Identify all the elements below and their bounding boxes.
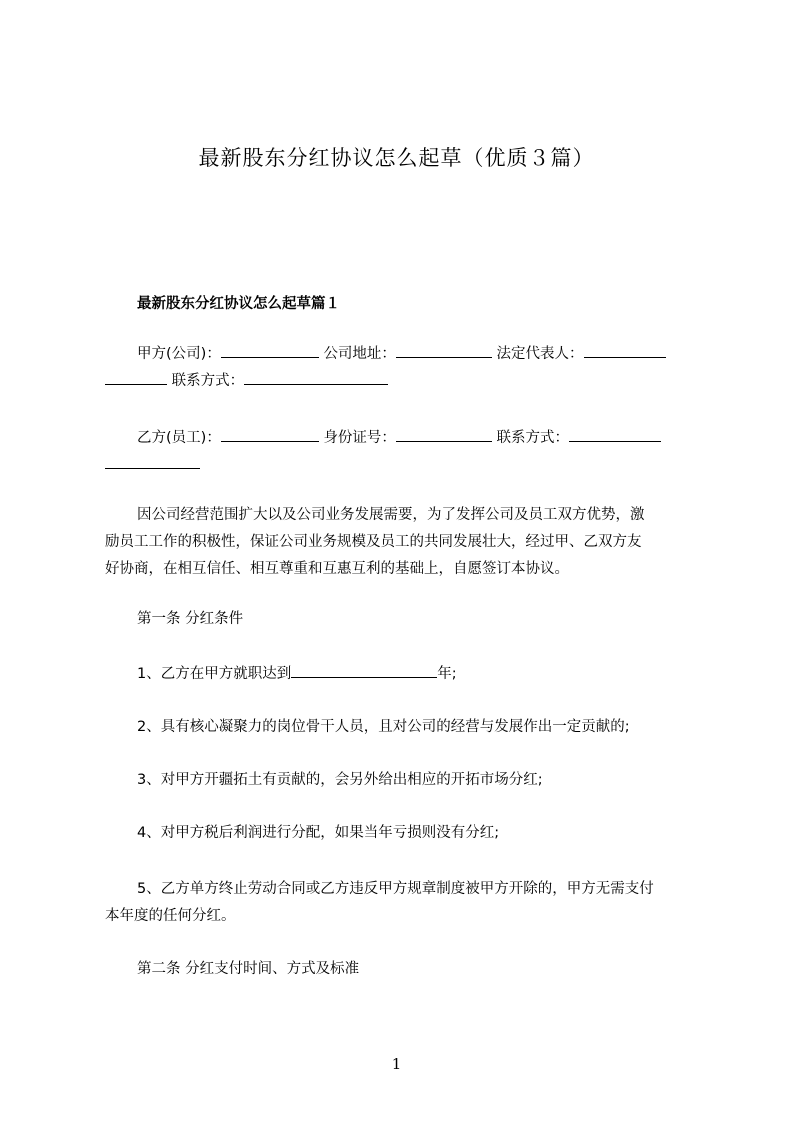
clause-5-line-2: 本年度的任何分红。 — [105, 908, 236, 924]
party-b-name-blank[interactable] — [221, 427, 319, 442]
party-b-id-blank[interactable] — [396, 427, 492, 442]
party-b-label: 乙方(员工)： — [137, 430, 221, 446]
party-b-line-1 — [137, 425, 661, 452]
section-title: 最新股东分红协议怎么起草篇１ — [137, 296, 340, 312]
clause-1-years-blank[interactable] — [291, 663, 437, 678]
clause-1-prefix: 1、乙方在甲方就职达到 — [137, 666, 292, 682]
document-title: 最新股东分红协议怎么起草（优质３篇） — [198, 146, 595, 170]
clause-2: 2、具有核心凝聚力的岗位骨干人员，且对公司的经营与发展作出一定贡献的; — [137, 719, 630, 735]
intro-line-2: 励员工工作的积极性，保证公司业务规模及员工的共同发展壮大，经过甲、乙双方友 — [105, 534, 642, 550]
party-a-legal-rep-blank-cont[interactable] — [105, 370, 167, 385]
party-a-contact-label: 联系方式： — [171, 373, 245, 389]
party-a-address-blank[interactable] — [396, 343, 492, 358]
party-a-line-1 — [137, 341, 666, 368]
party-a-contact-blank[interactable] — [244, 370, 388, 385]
party-b-contact-blank-cont[interactable] — [105, 454, 200, 469]
clause-3: 3、对甲方开疆拓土有贡献的，会另外给出相应的开拓市场分红; — [137, 772, 543, 788]
article-2-title: 第二条 分红支付时间、方式及标准 — [137, 961, 360, 977]
party-a-legal-rep-blank[interactable] — [584, 343, 666, 358]
clause-4: 4、对甲方税后利润进行分配，如果当年亏损则没有分红; — [137, 825, 500, 841]
clause-1-suffix: 年; — [437, 666, 457, 682]
party-a-legal-rep-label: 法定代表人： — [496, 346, 584, 362]
party-a-line-2 — [105, 368, 388, 395]
party-b-id-label: 身份证号： — [323, 430, 396, 446]
intro-line-3: 好协商，在相互信任、相互尊重和互惠互利的基础上，自愿签订本协议。 — [105, 561, 569, 577]
clause-1 — [137, 661, 457, 688]
party-b-contact-blank[interactable] — [569, 427, 661, 442]
party-a-address-label: 公司地址： — [323, 346, 396, 362]
clause-5-line-1: 5、乙方单方终止劳动合同或乙方违反甲方规章制度被甲方开除的，甲方无需支付 — [137, 881, 654, 897]
party-a-label: 甲方(公司)： — [137, 346, 221, 362]
intro-line-1: 因公司经营范围扩大以及公司业务发展需要，为了发挥公司及员工双方优势，激 — [137, 507, 645, 523]
article-1-title: 第一条 分红条件 — [137, 611, 244, 627]
party-b-contact-label: 联系方式： — [496, 430, 570, 446]
party-b-line-2 — [105, 452, 200, 479]
party-a-name-blank[interactable] — [221, 343, 319, 358]
page-number: 1 — [391, 1055, 402, 1073]
